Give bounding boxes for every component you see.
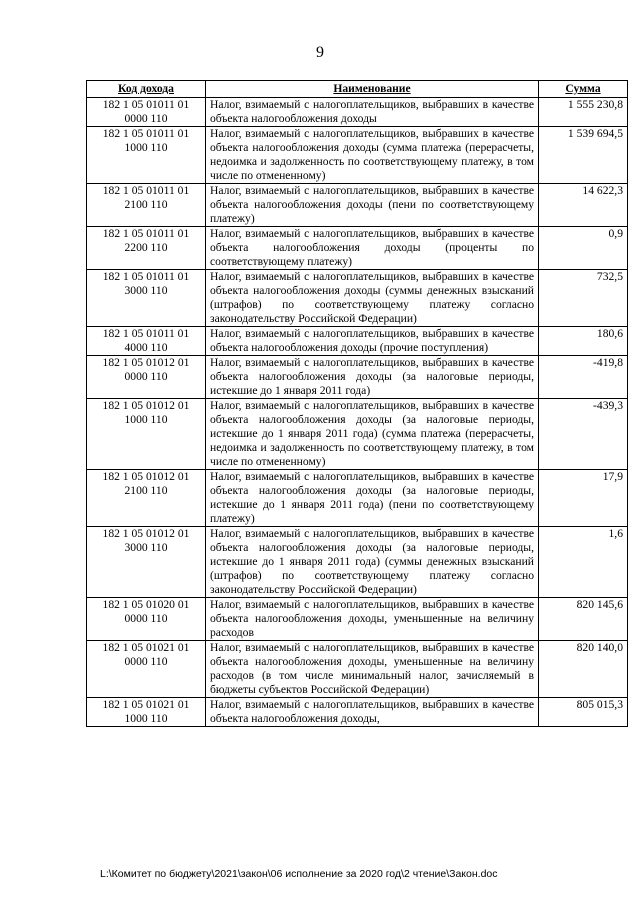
table-row [87,227,628,270]
table-row [87,527,628,598]
income-sum: -419,8 [539,356,628,399]
page-number: 9 [316,44,324,61]
table-row [87,184,628,227]
table-row [87,698,628,727]
income-code: 182 1 05 01020 01 0000 110 [87,598,206,641]
income-sum: 805 015,3 [539,698,628,727]
income-name: Налог, взимаемый с налогоплательщиков, выбравших в качестве объекта налогообложения доходы (за налоговые периоды, истекшие до 1 января 2011 года) (суммы денежных взысканий (штрафов) по соответствующему платежу согласно законодательству Российской Федерации) [206,527,539,598]
income-sum: 17,9 [539,470,628,527]
income-table [86,80,628,727]
income-code: 182 1 05 01012 01 1000 110 [87,399,206,470]
income-name: Налог, взимаемый с налогоплательщиков, выбравших в качестве объекта налогообложения доходы, [206,698,539,727]
income-sum: 180,6 [539,327,628,356]
income-sum: -439,3 [539,399,628,470]
table-row [87,127,628,184]
income-name: Налог, взимаемый с налогоплательщиков, выбравших в качестве объекта налогообложения доходы (сумма платежа (перерасчеты, недоимка и задолженность по соответствующему платежу, в том числе по отмененному) [206,127,539,184]
income-sum: 820 140,0 [539,641,628,698]
income-sum: 1 539 694,5 [539,127,628,184]
income-code: 182 1 05 01011 01 4000 110 [87,327,206,356]
table-row [87,399,628,470]
table-row [87,356,628,399]
table-row [87,327,628,356]
income-code: 182 1 05 01012 01 2100 110 [87,470,206,527]
income-code: 182 1 05 01011 01 3000 110 [87,270,206,327]
header-sum: Сумма [539,81,628,98]
header-name: Наименование [206,81,539,98]
table-row [87,641,628,698]
income-name: Налог, взимаемый с налогоплательщиков, выбравших в качестве объекта налогообложения доходы (суммы денежных взысканий (штрафов) по соответствующему платежу согласно законодательству Российской Федерации) [206,270,539,327]
table-row [87,470,628,527]
income-code: 182 1 05 01011 01 2200 110 [87,227,206,270]
income-sum: 1,6 [539,527,628,598]
income-code: 182 1 05 01021 01 1000 110 [87,698,206,727]
income-code: 182 1 05 01012 01 0000 110 [87,356,206,399]
income-sum: 14 622,3 [539,184,628,227]
income-name: Налог, взимаемый с налогоплательщиков, выбравших в качестве объекта налогообложения доходы, уменьшенные на величину расходов (в том числе минимальный налог, зачисляемый в бюджеты субъектов Российской Федерации) [206,641,539,698]
income-name: Налог, взимаемый с налогоплательщиков, выбравших в качестве объекта налогообложения доходы, уменьшенные на величину расходов [206,598,539,641]
income-name: Налог, взимаемый с налогоплательщиков, выбравших в качестве объекта налогообложения доходы (прочие поступления) [206,327,539,356]
income-name: Налог, взимаемый с налогоплательщиков, выбравших в качестве объекта налогообложения доходы (за налоговые периоды, истекшие до 1 января 2011 года) [206,356,539,399]
income-code: 182 1 05 01021 01 0000 110 [87,641,206,698]
income-sum: 732,5 [539,270,628,327]
table-row [87,270,628,327]
income-code: 182 1 05 01012 01 3000 110 [87,527,206,598]
income-name: Налог, взимаемый с налогоплательщиков, выбравших в качестве объекта налогообложения доходы (пени по соответствующему платежу) [206,184,539,227]
income-name: Налог, взимаемый с налогоплательщиков, выбравших в качестве объекта налогообложения доходы (за налоговые периоды, истекшие до 1 января 2011 года) (пени по соответствующему платежу) [206,470,539,527]
income-name: Налог, взимаемый с налогоплательщиков, выбравших в качестве объекта налогообложения доходы (за налоговые периоды, истекшие до 1 января 2011 года) (сумма платежа (перерасчеты, недоимка и задолженность по соответствующему платежу, в том числе по отмененному) [206,399,539,470]
income-name: Налог, взимаемый с налогоплательщиков, выбравших в качестве объекта налогообложения доходы (проценты по соответствующему платежу) [206,227,539,270]
income-sum: 820 145,6 [539,598,628,641]
header-code: Код дохода [87,81,206,98]
table-row [87,598,628,641]
income-sum: 1 555 230,8 [539,98,628,127]
footer-file-path: L:\Комитет по бюджету\2021\закон\06 исполнение за 2020 год\2 чтение\Закон.doc [100,868,498,880]
table-row [87,98,628,127]
income-code: 182 1 05 01011 01 2100 110 [87,184,206,227]
income-sum: 0,9 [539,227,628,270]
income-name: Налог, взимаемый с налогоплательщиков, выбравших в качестве объекта налогообложения доходы [206,98,539,127]
income-code: 182 1 05 01011 01 1000 110 [87,127,206,184]
table-header-row [87,81,628,98]
income-code: 182 1 05 01011 01 0000 110 [87,98,206,127]
